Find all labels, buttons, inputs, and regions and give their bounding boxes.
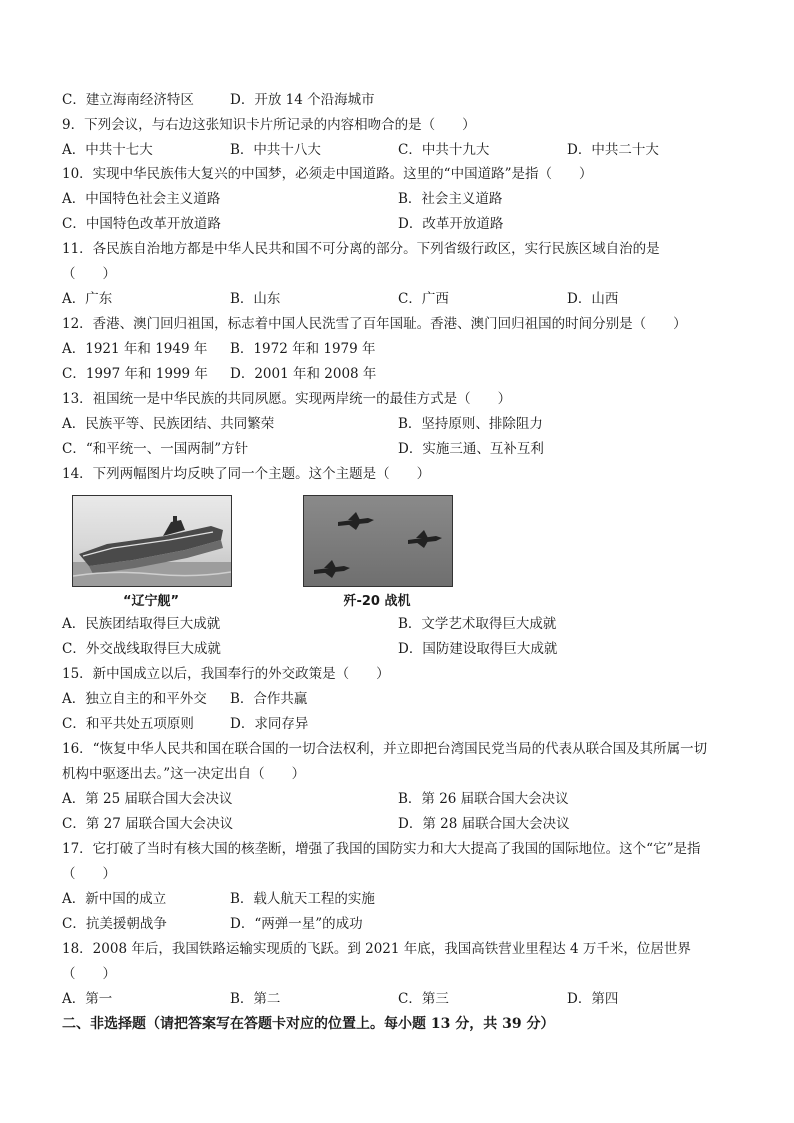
q11-option-a: A．广东 — [62, 291, 113, 307]
q18-stem-cont: （ ） — [62, 966, 116, 982]
q9-option-b: B．中共十八大 — [230, 142, 321, 158]
q15-stem: 15．新中国成立以后，我国奉行的外交政策是（ ） — [62, 666, 390, 682]
q17-option-d: D．“两弹一星”的成功 — [230, 916, 363, 932]
q16-option-c: C．第 27 届联合国大会决议 — [62, 816, 234, 832]
q17-option-c: C．抗美援朝战争 — [62, 916, 167, 932]
q10-option-b: B．社会主义道路 — [398, 191, 503, 207]
q13-option-d: D．实施三通、互补互利 — [398, 441, 544, 457]
q11-option-c: C．广西 — [398, 291, 449, 307]
q14-option-c: C．外交战线取得巨大成就 — [62, 641, 221, 657]
q13-stem: 13．祖国统一是中华民族的共同夙愿。实现两岸统一的最佳方式是（ ） — [62, 391, 512, 407]
q16-stem: 16．“恢复中华人民共和国在联合国的一切合法权利，并立即把台湾国民党当局的代表从联合国及其所属一切 — [62, 741, 708, 757]
q10-option-c: C．中国特色改革开放道路 — [62, 216, 221, 232]
q12-option-b: B．1972 年和 1979 年 — [230, 341, 376, 357]
q9-option-d: D．中共二十大 — [567, 142, 659, 158]
q18-option-c: C．第三 — [398, 991, 449, 1007]
aircraft-carrier-photo — [72, 495, 232, 587]
q14-option-b: B．文学艺术取得巨大成就 — [398, 616, 557, 632]
q15-option-c: C．和平共处五项原则 — [62, 716, 194, 732]
aircraft-carrier-icon — [73, 496, 231, 586]
q11-option-d: D．山西 — [567, 291, 619, 307]
q11-stem-cont: （ ） — [62, 266, 116, 282]
q11-stem: 11．各民族自治地方都是中华人民共和国不可分离的部分。下列省级行政区，实行民族区域自治的是 — [62, 241, 660, 257]
q15-option-d: D．求同存异 — [230, 716, 309, 732]
q13-option-a: A．民族平等、民族团结、共同繁荣 — [62, 416, 275, 432]
q9-option-c: C．中共十九大 — [398, 142, 490, 158]
q17-stem: 17．它打破了当时有核大国的核垄断，增强了我国的国防实力和大大提高了我国的国际地位。这个“它”是指 — [62, 841, 701, 857]
q11-option-b: B．山东 — [230, 291, 281, 307]
q9-stem: 9．下列会议，与右边这张知识卡片所记录的内容相吻合的是（ ） — [62, 117, 476, 133]
q16-option-a: A．第 25 届联合国大会决议 — [62, 791, 233, 807]
q14-option-d: D．国防建设取得巨大成就 — [398, 641, 558, 657]
q8-option-d: D．开放 14 个沿海城市 — [230, 92, 375, 108]
q12-option-a: A．1921 年和 1949 年 — [62, 341, 208, 357]
q9-option-a: A．中共十七大 — [62, 142, 153, 158]
jets-caption: 歼-20 战机 — [343, 594, 411, 609]
q13-option-b: B．坚持原则、排除阻力 — [398, 416, 543, 432]
q14-option-a: A．民族团结取得巨大成就 — [62, 616, 221, 632]
q13-option-c: C．“和平统一、一国两制”方针 — [62, 441, 249, 457]
q17-option-a: A．新中国的成立 — [62, 891, 167, 907]
q10-option-a: A．中国特色社会主义道路 — [62, 191, 221, 207]
q10-stem: 10．实现中华民族伟大复兴的中国梦，必须走中国道路。这里的“中国道路”是指（ ） — [62, 166, 593, 182]
q10-option-d: D．改革开放道路 — [398, 216, 504, 232]
carrier-caption: “辽宁舰” — [122, 594, 180, 609]
q16-stem-cont: 机构中驱逐出去。”这一决定出自（ ） — [62, 766, 306, 782]
q18-option-d: D．第四 — [567, 991, 619, 1007]
q18-stem: 18．2008 年后，我国铁路运输实现质的飞跃。到 2021 年底，我国高铁营业里程达 4 万千米，位居世界 — [62, 941, 691, 957]
q18-option-a: A．第一 — [62, 991, 113, 1007]
fighter-jets-icon — [304, 496, 452, 586]
q15-option-a: A．独立自主的和平外交 — [62, 691, 207, 707]
q16-option-b: B．第 26 届联合国大会决议 — [398, 791, 569, 807]
q18-option-b: B．第二 — [230, 991, 281, 1007]
fighter-jets-photo — [303, 495, 453, 587]
q12-option-d: D．2001 年和 2008 年 — [230, 366, 377, 382]
q14-stem: 14．下列两幅图片均反映了同一个主题。这个主题是（ ） — [62, 466, 431, 482]
q17-option-b: B．载人航天工程的实施 — [230, 891, 375, 907]
q17-stem-cont: （ ） — [62, 866, 116, 882]
q8-option-c: C．建立海南经济特区 — [62, 92, 194, 108]
q16-option-d: D．第 28 届联合国大会决议 — [398, 816, 570, 832]
q15-option-b: B．合作共赢 — [230, 691, 308, 707]
section-2-heading: 二、非选择题（请把答案写在答题卡对应的位置上。每小题 13 分，共 39 分） — [62, 1016, 555, 1032]
q12-option-c: C．1997 年和 1999 年 — [62, 366, 208, 382]
q12-stem: 12．香港、澳门回归祖国，标志着中国人民洗雪了百年国耻。香港、澳门回归祖国的时间分别是（ ） — [62, 316, 687, 332]
